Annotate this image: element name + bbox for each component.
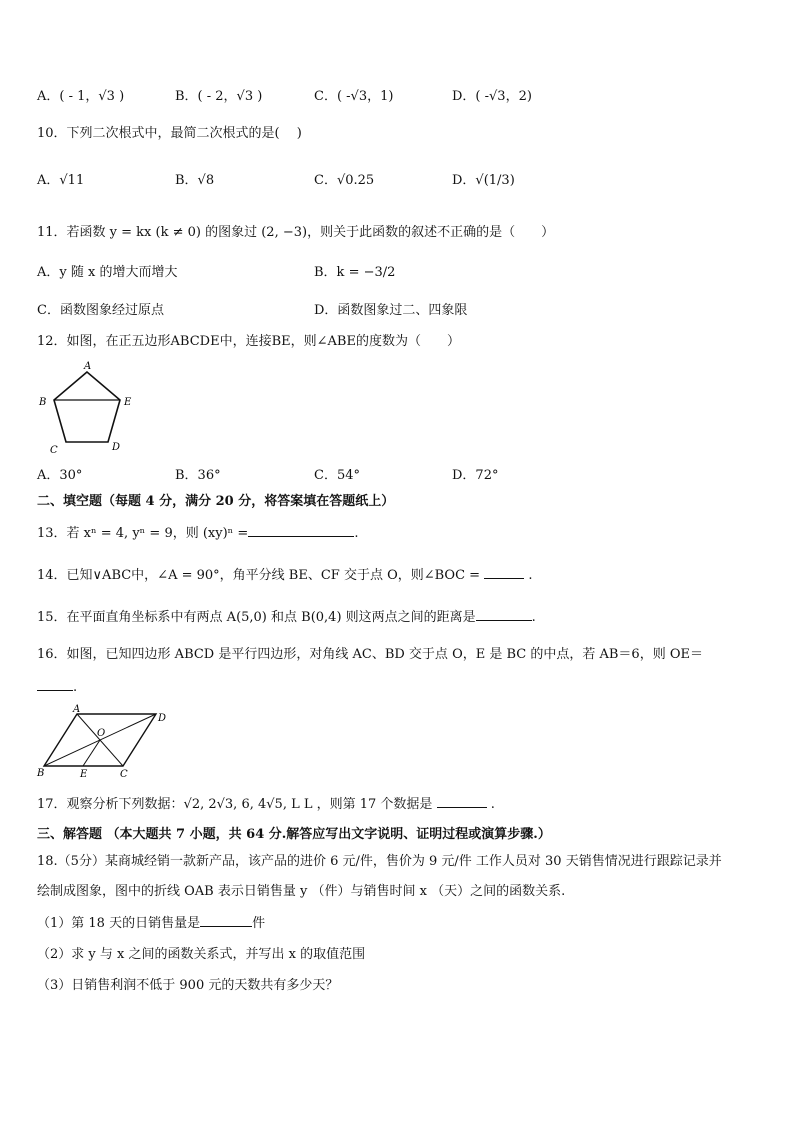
parallelogram-label-e: E — [80, 769, 88, 780]
parallelogram-figure — [34, 704, 174, 780]
q18-part1-text: （1）第 18 天的日销售量是 — [37, 916, 201, 931]
q13-answer-blank[interactable] — [248, 524, 354, 537]
q14-stem: 14．已知∨ABC中，∠A = 90°，角平分线 BE、CF 交于点 O，则∠BOC = — [37, 568, 481, 583]
q16-answer-blank[interactable] — [37, 678, 73, 691]
q18-stem-line2: 绘制成图象，图中的折线 OAB 表示日销售量 y （件）与销售时间 x （天）之间的函数关系. — [37, 884, 566, 899]
q12-option-d: D．72° — [452, 468, 499, 483]
q17-stem: 17．观察分析下列数据：√2, 2√3, 6, 4√5, L L ，则第 17 个数据是 — [37, 797, 433, 812]
q15-answer-blank[interactable] — [476, 608, 532, 621]
q12-option-b: B．36° — [175, 468, 221, 483]
section3-heading: 三、解答题 （本大题共 7 小题，共 64 分.解答应写出文字说明、证明过程或演算步骤.） — [37, 827, 551, 842]
q16-answer-line — [37, 678, 77, 697]
section2-heading: 二、填空题（每题 4 分，满分 20 分，将答案填在答题纸上） — [37, 494, 395, 509]
q18-part3: （3）日销售利润不低于 900 元的天数共有多少天？ — [37, 978, 339, 993]
pentagon-label-b: B — [39, 397, 47, 408]
q11-option-c: C．函数图象经过原点 — [37, 303, 164, 318]
q13 — [37, 524, 358, 543]
q15-end: . — [531, 610, 536, 625]
q18-stem-line1: 18.（5分）某商城经销一款新产品，该产品的进价 6 元/件，售价为 9 元/件 工作人员对 30 天销售情况进行跟踪记录并 — [37, 854, 722, 869]
q13-stem: 13．若 xⁿ = 4, yⁿ = 9，则 (xy)ⁿ = — [37, 526, 249, 541]
q9-option-d: D．( -√3，2) — [452, 89, 532, 104]
q16-end: . — [73, 680, 78, 695]
pentagon-figure — [36, 358, 136, 458]
q11-option-b: B．k = −3/2 — [314, 265, 396, 280]
q17 — [37, 795, 495, 814]
q10-option-c: C．√0.25 — [314, 173, 375, 188]
q10-stem: 10．下列二次根式中，最简二次根式的是( ) — [37, 126, 302, 141]
pentagon-label-e: E — [124, 397, 132, 408]
q12-stem: 12．如图，在正五边形ABCDE中，连接BE，则∠ABE的度数为（ ） — [37, 334, 460, 349]
q18-part2: （2）求 y 与 x 之间的函数关系式，并写出 x 的取值范围 — [37, 947, 366, 962]
q11-option-a: A．y 随 x 的增大而增大 — [37, 265, 178, 280]
parallelogram-label-a: A — [73, 704, 81, 715]
q11-stem: 11．若函数 y = kx (k ≠ 0) 的图象过 (2, −3)，则关于此函数的叙述不正确的是（ ） — [37, 225, 555, 240]
parallelogram-label-d: D — [158, 713, 167, 724]
q14-end: . — [528, 568, 533, 583]
parallelogram-label-b: B — [37, 768, 45, 779]
q15 — [37, 608, 536, 627]
pentagon-label-d: D — [112, 442, 121, 453]
q9-option-a: A．( - 1，√3 ) — [37, 89, 125, 104]
q17-answer-blank[interactable] — [437, 795, 487, 808]
q9-option-b: B．( - 2，√3 ) — [175, 89, 263, 104]
parallelogram-label-o: O — [97, 728, 106, 739]
q10-option-b: B．√8 — [175, 173, 215, 188]
q10-option-d: D．√(1/3) — [452, 173, 515, 188]
q15-stem: 15．在平面直角坐标系中有两点 A(5,0) 和点 B(0,4) 则这两点之间的距离是 — [37, 610, 476, 625]
pentagon-shape — [54, 372, 120, 442]
q12-option-c: C．54° — [314, 468, 360, 483]
parallelogram-label-c: C — [120, 769, 128, 780]
q11-option-d: D．函数图象过二、四象限 — [314, 303, 468, 318]
q10-option-a: A．√11 — [37, 173, 85, 188]
q12-option-a: A．30° — [37, 468, 83, 483]
pentagon-label-c: C — [50, 445, 58, 456]
q13-end: . — [354, 526, 359, 541]
q14-answer-blank[interactable] — [484, 566, 524, 579]
q18-part1-answer-blank[interactable] — [200, 914, 252, 927]
q18-part1 — [37, 914, 265, 933]
q17-end: . — [490, 797, 495, 812]
q14 — [37, 566, 532, 585]
q18-part1-unit: 件 — [252, 916, 266, 931]
pentagon-label-a: A — [84, 361, 92, 372]
q16-stem: 16．如图，已知四边形 ABCD 是平行四边形，对角线 AC、BD 交于点 O，E 是 BC 的中点，若 AB＝6，则 OE＝ — [37, 647, 703, 662]
q9-option-c: C．( -√3，1) — [314, 89, 394, 104]
